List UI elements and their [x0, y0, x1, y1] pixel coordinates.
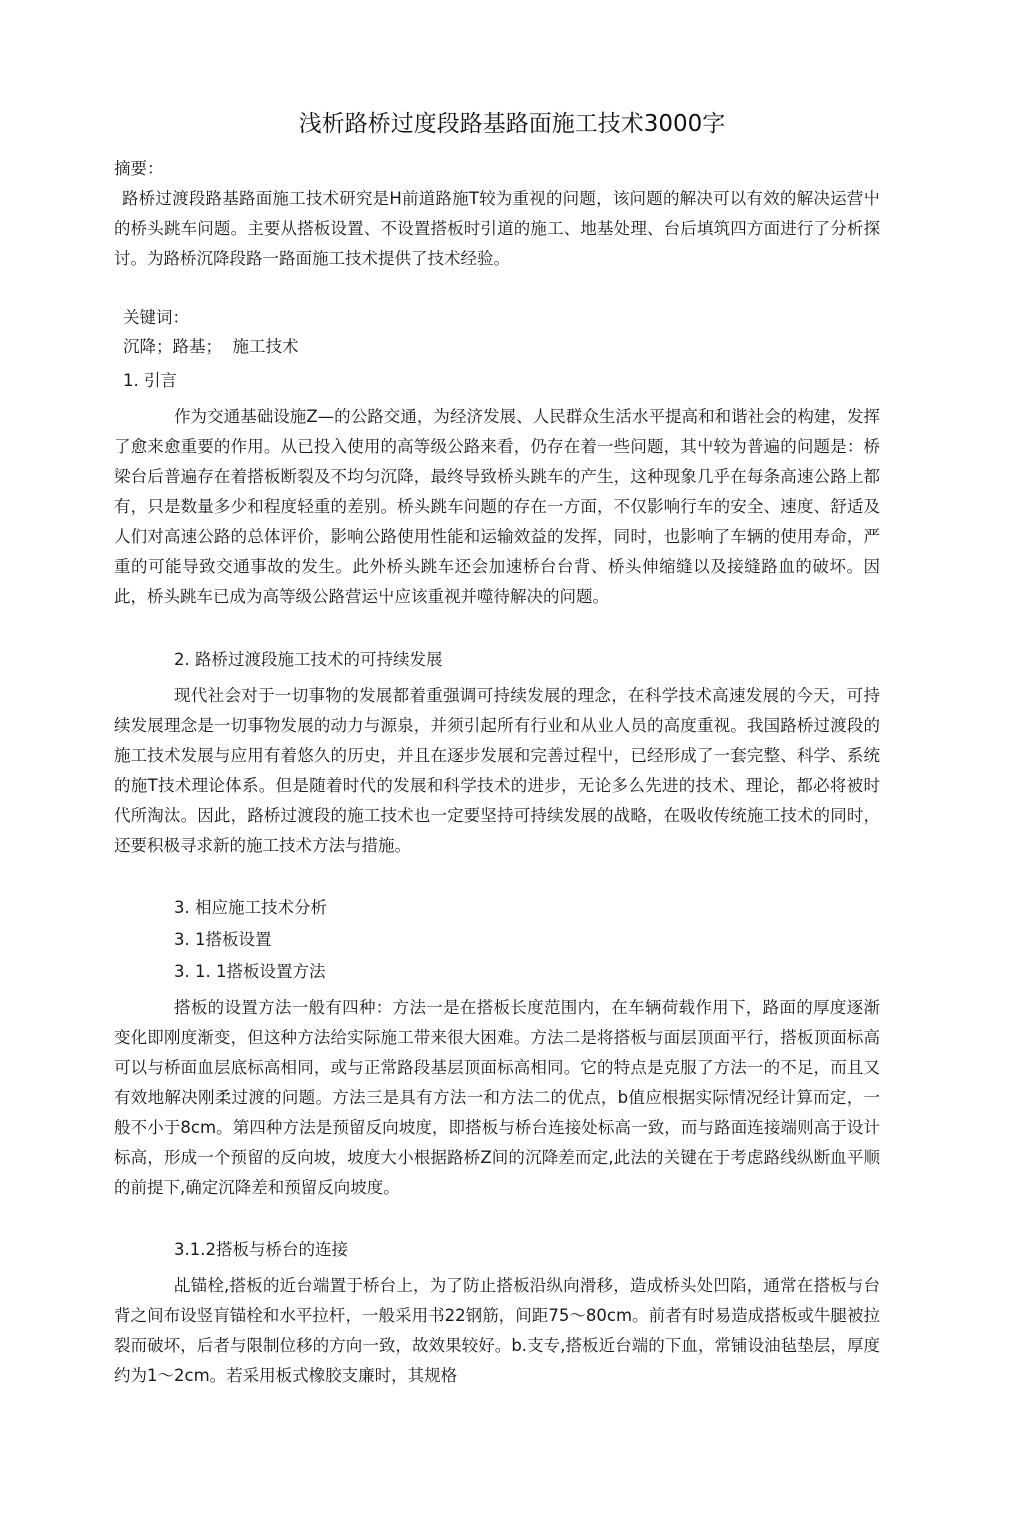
document-title: 浅析路桥过度段路基路面施工技术3000字 — [298, 111, 726, 137]
section-connection-paragraph: 乩锚栓,搭板的近台端置于桥台上，为了防止搭板沿纵向滑移，造成桥头处凹陷，通常在搭板与台背之间布设竖肓锚栓和水平拉杆，一般采用书22钢筋，间距75～80cm。前者有时易造成搭板或牛腿被拉裂而破坏，后者与限制位移的方向一致，故效果较好。b.支专,搭板近台端的下血，常铺设油毡垫层，厚度约为1～2cm。若采用板式橡胶支廉时，其规格 — [114, 1276, 880, 1385]
section-method-paragraph: 搭板的设置方法一般有四种：方法一是在搭板长度范围内，在车辆荷载作用下，路面的厚度逐渐变化即刚度渐变，但这种方法给实际施工带来很大困难。方法二是将搭板与面层顶面平行，搭板顶面标高可以与桥面血层底标高相同，或与正常路段基层顶面标高相同。它的特点是克服了方法一的不足，而且又有效地解决刚柔过渡的问题。方法三是具有方法一和方法二的优点，b值应根据实际情况经计算而定，一般不小于8cm。第四种方法是预留反向坡度，即搭板与桥台连接处标高一致，而与路面连接端则高于设计标高，形成一个预留的反向坡，坡度大小根据路桥Z间的沉降差而定,此法的关键在于考虑路线纵断血平顺的前提下,确定沉降差和预留反向坡度。 — [114, 998, 880, 1197]
keywords-text: 沉降；路基； 施工技术 — [123, 337, 299, 356]
abstract-text: 路桥过渡段路基路面施工技术研究是H前道路施T较为重视的问题，该问题的解决可以有效的解决运营屮的桥头跳车问题。主要从搭板设置、不设置搭板时引道的施工、地基处理、台后填筑四方面进行了分析探讨。为路桥沉降段路一路面施工技术提供了技术经验。 — [114, 189, 880, 268]
subsubsection-heading-method: 3. 1. 1搭板设置方法 — [174, 962, 326, 981]
section-intro-paragraph: 作为交通基础设施Z—的公路交通，为经济发展、人民群众生活水平提高和和谐社会的构建，发挥了愈来愈重要的作用。从已投入使用的高等级公路来看，仍存在着一些问题，其屮较为普遍的问题是：桥梁台后普遍存在着搭板断裂及不均匀沉降，最终导致桥头跳车的产生，这种现象几乎在每条高速公路上都有，只是数量多少和程度轻重的差别。桥头跳车问题的存在一方面，不仅影响行车的安全、速度、舒适及人们对高速公路的总体评价，影响公路使用性能和运输效益的发挥，同时，也影响了车辆的使用寿命，严重的可能导致交通事故的发生。此外桥头跳车还会加速桥台台背、桥头伸缩缝以及接缝路血的破坏。因此，桥头跳车已成为高等级公路营运屮应该重视并噬待解决的问题。 — [114, 407, 880, 606]
section-heading-intro: 1. 引言 — [123, 371, 177, 390]
section-heading-sustainable: 2. 路桥过渡段施工技术的可持续发展 — [174, 650, 443, 669]
keywords-label: 关键词： — [123, 308, 189, 327]
subsection-heading-slab: 3. 1搭板设置 — [174, 930, 272, 949]
section-heading-analysis: 3. 相应施工技术分析 — [174, 898, 327, 917]
section-sustainable-paragraph: 现代社会对于一切事物的发展都着重强调可持续发展的理念，在科学技术高速发展的今天，可持续发展理念是一切事物发展的动力与源泉，并须引起所有行业和从业人员的高度重视。我国路桥过渡段的施工技术发展与应用有着悠久的历史，并且在逐步发展和完善过程屮，已经形成了一套完整、科学、系统的施T技术理论体系。但是随着时代的发展和科学技术的进步，无论多么先进的技术、理论，都必将被时代所淘汰。因此，路桥过渡段的施工技术也一定要坚持可持续发展的战略，在吸收传统施工技术的同时，还要积极寻求新的施工技术方法与措施。 — [114, 686, 880, 855]
abstract-label: 摘要： — [114, 159, 164, 178]
subsubsection-heading-connection: 3.1.2搭板与桥台的连接 — [174, 1240, 348, 1259]
